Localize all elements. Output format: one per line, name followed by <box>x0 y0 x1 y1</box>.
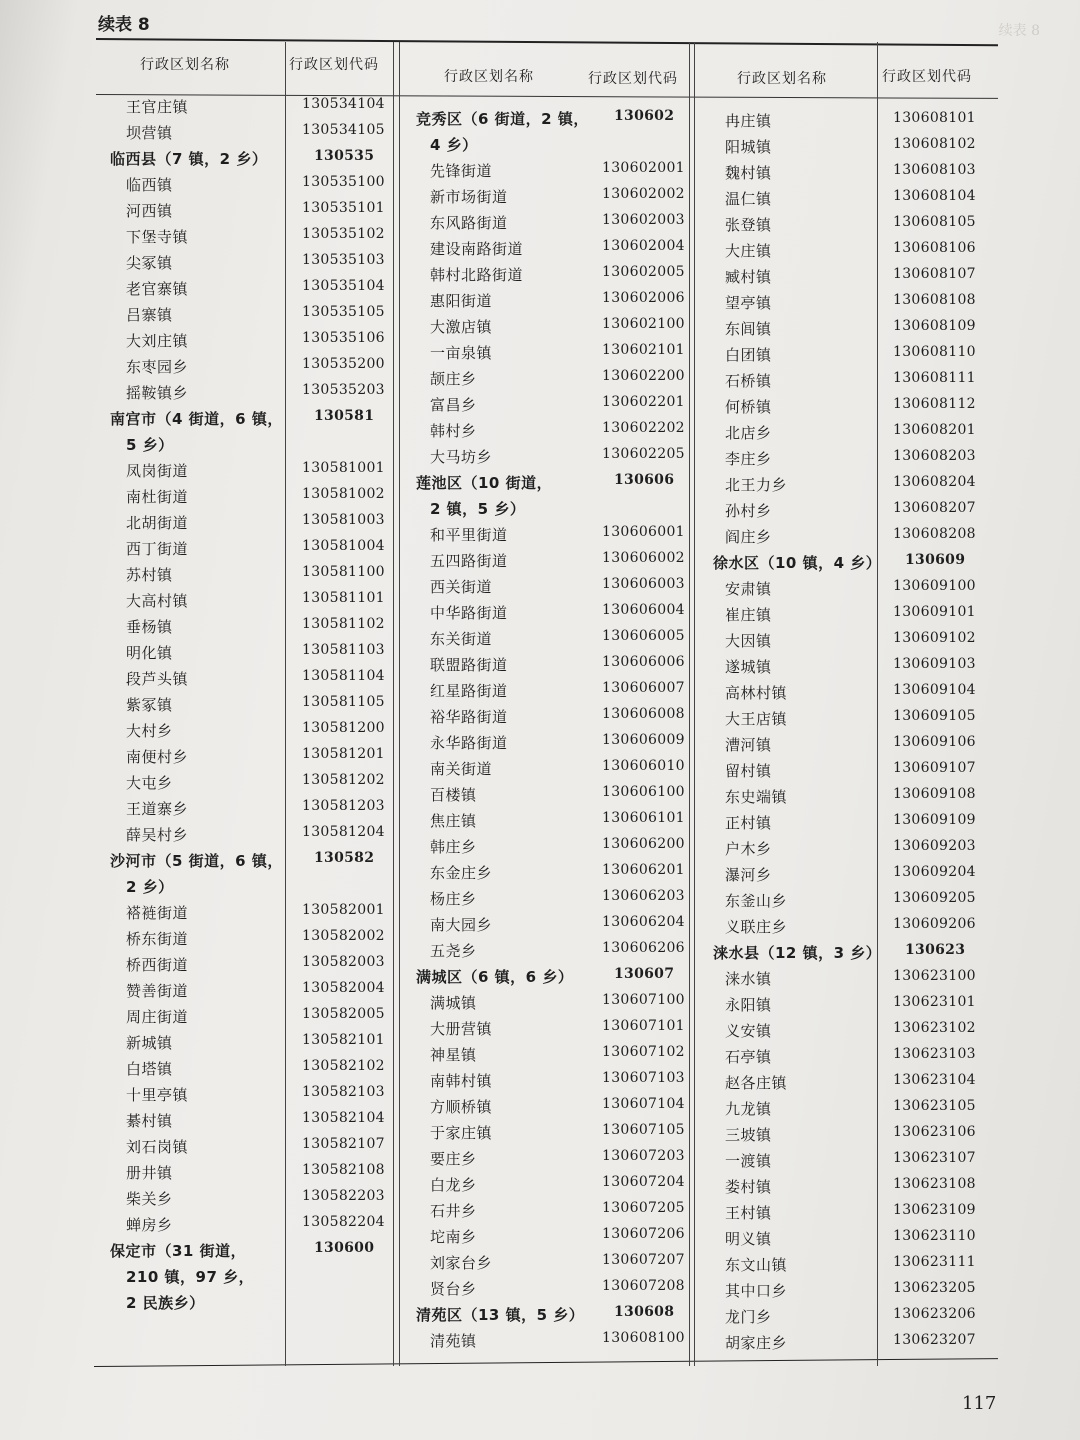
region-code: 130623206 <box>893 1306 976 1322</box>
region-code: 130535106 <box>302 330 385 346</box>
region-name: 北王力乡 <box>725 476 788 494</box>
header-name: 行政区划名称 <box>444 69 534 85</box>
region-code: 130535200 <box>302 356 385 372</box>
region-name: 一亩泉镇 <box>430 344 493 362</box>
region-name: 三坡镇 <box>725 1126 772 1144</box>
region-code: 130608 <box>614 1304 675 1320</box>
region-code: 130607102 <box>602 1044 685 1060</box>
region-name: 4 乡） <box>430 136 478 154</box>
column-divider <box>285 42 286 1366</box>
region-code: 130608109 <box>893 318 976 334</box>
region-code: 130607206 <box>602 1226 685 1242</box>
region-code: 130606203 <box>602 888 685 904</box>
region-name: 娄村镇 <box>725 1178 772 1196</box>
region-name: 2 民族乡） <box>126 1294 205 1312</box>
region-name: 联盟路街道 <box>430 656 508 674</box>
region-name: 周庄街道 <box>126 1008 189 1026</box>
region-name: 裕华路街道 <box>430 708 508 726</box>
region-name: 大激店镇 <box>430 318 493 336</box>
region-name: 焦庄镇 <box>430 812 477 830</box>
region-code: 130623103 <box>893 1046 976 1062</box>
region-code: 130606006 <box>602 654 685 670</box>
region-code: 130581204 <box>302 824 385 840</box>
region-code: 130581003 <box>302 512 385 528</box>
region-code: 130609108 <box>893 786 976 802</box>
region-code: 130608106 <box>893 240 976 256</box>
region-code: 130602200 <box>602 368 685 384</box>
region-name: 2 镇，5 乡） <box>430 500 526 518</box>
header-name: 行政区划名称 <box>140 57 230 73</box>
region-code: 130582204 <box>302 1214 385 1230</box>
region-name: 九龙镇 <box>725 1100 772 1118</box>
region-code: 130602003 <box>602 212 685 228</box>
region-code: 130535 <box>314 148 375 164</box>
region-name: 明化镇 <box>126 644 173 662</box>
region-name: 建设南路街道 <box>430 240 524 258</box>
region-code: 130602002 <box>602 186 685 202</box>
region-code: 130582104 <box>302 1110 385 1126</box>
region-name: 清苑区（13 镇，5 乡） <box>416 1306 585 1324</box>
region-name: 清苑镇 <box>430 1332 477 1350</box>
region-name: 方顺桥镇 <box>430 1098 493 1116</box>
region-name: 南杜街道 <box>126 488 189 506</box>
column-divider <box>399 42 400 1366</box>
region-name: 北胡街道 <box>126 514 189 532</box>
region-code: 130602 <box>614 108 675 124</box>
region-name: 坨南乡 <box>430 1228 477 1246</box>
region-name: 柴关乡 <box>126 1190 173 1208</box>
region-code: 130608110 <box>893 344 976 360</box>
region-name: 安肃镇 <box>725 580 772 598</box>
header-name: 行政区划名称 <box>737 71 827 87</box>
region-name: 龙门乡 <box>725 1308 772 1326</box>
region-code: 130535102 <box>302 226 385 242</box>
region-name: 明义镇 <box>725 1230 772 1248</box>
region-name: 中华路街道 <box>430 604 508 622</box>
region-name: 韩村乡 <box>430 422 477 440</box>
region-name: 和平里街道 <box>430 526 508 544</box>
column-divider <box>393 42 394 1366</box>
region-name: 留村镇 <box>725 762 772 780</box>
region-name: 永阳镇 <box>725 996 772 1014</box>
region-code: 130609109 <box>893 812 976 828</box>
region-code: 130607100 <box>602 992 685 1008</box>
region-code: 130609103 <box>893 656 976 672</box>
region-name: 西丁街道 <box>126 540 189 558</box>
region-name: 其中口乡 <box>725 1282 788 1300</box>
region-name: 东闾镇 <box>725 320 772 338</box>
region-code: 130608111 <box>893 370 976 386</box>
region-code: 130623205 <box>893 1280 976 1296</box>
region-code: 130581002 <box>302 486 385 502</box>
region-code: 130609204 <box>893 864 976 880</box>
region-code: 130582107 <box>302 1136 385 1152</box>
region-name: 东金庄乡 <box>430 864 493 882</box>
region-name: 保定市（31 街道， <box>110 1242 247 1260</box>
region-name: 石桥镇 <box>725 372 772 390</box>
region-code: 130606204 <box>602 914 685 930</box>
region-name: 高林村镇 <box>725 684 788 702</box>
region-code: 130606206 <box>602 940 685 956</box>
region-name: 正村镇 <box>725 814 772 832</box>
region-name: 西关街道 <box>430 578 493 596</box>
region-code: 130623107 <box>893 1150 976 1166</box>
region-code: 130600 <box>314 1240 375 1256</box>
region-name: 杨庄乡 <box>430 890 477 908</box>
region-name: 贤台乡 <box>430 1280 477 1298</box>
region-name: 温仁镇 <box>725 190 772 208</box>
region-code: 130609104 <box>893 682 976 698</box>
region-name: 大庄镇 <box>725 242 772 260</box>
region-code: 130602202 <box>602 420 685 436</box>
region-code: 130608101 <box>893 110 976 126</box>
region-code: 130582004 <box>302 980 385 996</box>
region-code: 130608207 <box>893 500 976 516</box>
region-name: 蝉房乡 <box>126 1216 173 1234</box>
region-code: 130602005 <box>602 264 685 280</box>
region-name: 义联庄乡 <box>725 918 788 936</box>
region-name: 王官庄镇 <box>126 98 189 116</box>
bleed-through-text: 续表 8 <box>998 23 1040 39</box>
region-name: 王道寨乡 <box>126 800 189 818</box>
region-name: 莲池区（10 街道， <box>416 474 553 492</box>
region-code: 130582001 <box>302 902 385 918</box>
region-name: 临西镇 <box>126 176 173 194</box>
region-name: 尖冢镇 <box>126 254 173 272</box>
region-name: 韩庄乡 <box>430 838 477 856</box>
region-name: 瀑河乡 <box>725 866 772 884</box>
region-name: 大马坊乡 <box>430 448 493 466</box>
region-name: 东史端镇 <box>725 788 788 806</box>
region-code: 130582101 <box>302 1032 385 1048</box>
region-name: 苏村镇 <box>126 566 173 584</box>
region-name: 户木乡 <box>725 840 772 858</box>
region-code: 130606004 <box>602 602 685 618</box>
region-name: 210 镇，97 乡， <box>126 1268 255 1286</box>
region-name: 胡家庄乡 <box>725 1334 788 1352</box>
table-top-rule <box>96 38 998 46</box>
header-code: 行政区划代码 <box>588 71 678 87</box>
region-name: 东关街道 <box>430 630 493 648</box>
region-name: 南韩村镇 <box>430 1072 493 1090</box>
region-code: 130582108 <box>302 1162 385 1178</box>
region-name: 大册营镇 <box>430 1020 493 1038</box>
region-code: 130581103 <box>302 642 385 658</box>
region-name: 5 乡） <box>126 436 174 454</box>
region-name: 五尧乡 <box>430 942 477 960</box>
region-code: 130608107 <box>893 266 976 282</box>
header-code: 行政区划代码 <box>289 57 379 73</box>
region-code: 130582103 <box>302 1084 385 1100</box>
region-code: 130607203 <box>602 1148 685 1164</box>
region-code: 130606007 <box>602 680 685 696</box>
region-code: 130607204 <box>602 1174 685 1190</box>
region-name: 遂城镇 <box>725 658 772 676</box>
region-name: 大高村镇 <box>126 592 189 610</box>
region-code: 130534104 <box>302 96 385 112</box>
region-code: 130609100 <box>893 578 976 594</box>
page-number: 117 <box>962 1393 997 1414</box>
region-code: 130582002 <box>302 928 385 944</box>
region-code: 130608204 <box>893 474 976 490</box>
region-code: 130582 <box>314 850 375 866</box>
region-name: 五四路街道 <box>430 552 508 570</box>
region-code: 130535100 <box>302 174 385 190</box>
region-code: 130581201 <box>302 746 385 762</box>
region-code: 130582203 <box>302 1188 385 1204</box>
region-name: 百楼镇 <box>430 786 477 804</box>
region-code: 130608100 <box>602 1330 685 1346</box>
region-code: 130602101 <box>602 342 685 358</box>
region-name: 颉庄乡 <box>430 370 477 388</box>
region-name: 桥西街道 <box>126 956 189 974</box>
region-code: 130606200 <box>602 836 685 852</box>
region-name: 褡裢街道 <box>126 904 189 922</box>
region-name: 紫冢镇 <box>126 696 173 714</box>
region-code: 130606 <box>614 472 675 488</box>
region-name: 要庄乡 <box>430 1150 477 1168</box>
region-name: 赞善街道 <box>126 982 189 1000</box>
region-name: 石井乡 <box>430 1202 477 1220</box>
region-name: 南关街道 <box>430 760 493 778</box>
region-code: 130623111 <box>893 1254 976 1270</box>
region-code: 130534105 <box>302 122 385 138</box>
region-code: 130609105 <box>893 708 976 724</box>
region-code: 130606003 <box>602 576 685 592</box>
region-code: 130623108 <box>893 1176 976 1192</box>
region-name: 崔庄镇 <box>725 606 772 624</box>
region-code: 130608104 <box>893 188 976 204</box>
column-divider <box>694 42 695 1366</box>
region-code: 130581004 <box>302 538 385 554</box>
region-code: 130608112 <box>893 396 976 412</box>
region-code: 130535104 <box>302 278 385 294</box>
region-code: 130602201 <box>602 394 685 410</box>
region-name: 东风路街道 <box>430 214 508 232</box>
region-name: 东文山镇 <box>725 1256 788 1274</box>
region-name: 魏村镇 <box>725 164 772 182</box>
region-name: 臧村镇 <box>725 268 772 286</box>
region-code: 130535203 <box>302 382 385 398</box>
region-code: 130609101 <box>893 604 976 620</box>
region-code: 130608201 <box>893 422 976 438</box>
region-code: 130535103 <box>302 252 385 268</box>
region-code: 130607105 <box>602 1122 685 1138</box>
region-code: 130606101 <box>602 810 685 826</box>
region-code: 130606009 <box>602 732 685 748</box>
region-name: 于家庄镇 <box>430 1124 493 1142</box>
region-code: 130581203 <box>302 798 385 814</box>
region-name: 北店乡 <box>725 424 772 442</box>
region-code: 130535101 <box>302 200 385 216</box>
region-name: 阳城镇 <box>725 138 772 156</box>
region-code: 130582005 <box>302 1006 385 1022</box>
region-name: 满城镇 <box>430 994 477 1012</box>
region-code: 130623101 <box>893 994 976 1010</box>
region-code: 130581200 <box>302 720 385 736</box>
region-name: 白龙乡 <box>430 1176 477 1194</box>
region-code: 130581104 <box>302 668 385 684</box>
region-name: 大屯乡 <box>126 774 173 792</box>
region-code: 130606201 <box>602 862 685 878</box>
region-name: 凤岗街道 <box>126 462 189 480</box>
region-name: 白塔镇 <box>126 1060 173 1078</box>
region-code: 130609206 <box>893 916 976 932</box>
region-code: 130581 <box>314 408 375 424</box>
region-name: 一渡镇 <box>725 1152 772 1170</box>
region-code: 130581102 <box>302 616 385 632</box>
region-name: 张登镇 <box>725 216 772 234</box>
region-name: 白团镇 <box>725 346 772 364</box>
region-name: 段芦头镇 <box>126 670 189 688</box>
region-code: 130608203 <box>893 448 976 464</box>
region-name: 石亭镇 <box>725 1048 772 1066</box>
region-name: 刘家台乡 <box>430 1254 493 1272</box>
region-code: 130607104 <box>602 1096 685 1112</box>
region-name: 东枣园乡 <box>126 358 189 376</box>
region-code: 130581101 <box>302 590 385 606</box>
region-code: 130606001 <box>602 524 685 540</box>
region-name: 南宫市（4 街道，6 镇， <box>110 410 283 428</box>
region-code: 130606005 <box>602 628 685 644</box>
region-name: 东釜山乡 <box>725 892 788 910</box>
region-code: 130623104 <box>893 1072 976 1088</box>
table-bottom-rule <box>94 1358 998 1367</box>
region-name: 刘石岗镇 <box>126 1138 189 1156</box>
region-name: 2 乡） <box>126 878 174 896</box>
region-code: 130581202 <box>302 772 385 788</box>
region-name: 阎庄乡 <box>725 528 772 546</box>
region-code: 130607101 <box>602 1018 685 1034</box>
region-name: 徐水区（10 镇，4 乡） <box>713 554 882 572</box>
region-code: 130623110 <box>893 1228 976 1244</box>
region-name: 竞秀区（6 街道，2 镇， <box>416 110 589 128</box>
region-name: 赵各庄镇 <box>725 1074 788 1092</box>
region-code: 130607 <box>614 966 675 982</box>
region-code: 130608102 <box>893 136 976 152</box>
region-name: 涞水镇 <box>725 970 772 988</box>
region-name: 河西镇 <box>126 202 173 220</box>
region-code: 130608208 <box>893 526 976 542</box>
region-name: 何桥镇 <box>725 398 772 416</box>
region-name: 红星路街道 <box>430 682 508 700</box>
region-code: 130609107 <box>893 760 976 776</box>
region-code: 130535105 <box>302 304 385 320</box>
region-name: 新城镇 <box>126 1034 173 1052</box>
region-name: 沙河市（5 街道，6 镇， <box>110 852 283 870</box>
region-code: 130609102 <box>893 630 976 646</box>
region-name: 永华路街道 <box>430 734 508 752</box>
region-name: 大刘庄镇 <box>126 332 189 350</box>
header-code: 行政区划代码 <box>882 69 972 85</box>
region-name: 王村镇 <box>725 1204 772 1222</box>
region-code: 130607207 <box>602 1252 685 1268</box>
table-header-rule <box>96 94 998 99</box>
column-divider <box>877 42 878 1366</box>
region-name: 大村乡 <box>126 722 173 740</box>
region-code: 130623106 <box>893 1124 976 1140</box>
region-name: 望亭镇 <box>725 294 772 312</box>
region-code: 130602100 <box>602 316 685 332</box>
region-code: 130581100 <box>302 564 385 580</box>
region-name: 富昌乡 <box>430 396 477 414</box>
region-code: 130609203 <box>893 838 976 854</box>
region-name: 惠阳街道 <box>430 292 493 310</box>
region-name: 临西县（7 镇，2 乡） <box>110 150 268 168</box>
region-name: 涞水县（12 镇，3 乡） <box>713 944 882 962</box>
region-name: 桥东街道 <box>126 930 189 948</box>
region-name: 新市场街道 <box>430 188 508 206</box>
region-name: 孙村乡 <box>725 502 772 520</box>
region-code: 130623102 <box>893 1020 976 1036</box>
region-code: 130602001 <box>602 160 685 176</box>
region-name: 坝营镇 <box>126 124 173 142</box>
column-divider <box>689 42 690 1366</box>
region-code: 130609 <box>905 552 966 568</box>
region-code: 130606100 <box>602 784 685 800</box>
region-code: 130607205 <box>602 1200 685 1216</box>
region-code: 130608105 <box>893 214 976 230</box>
region-code: 130581105 <box>302 694 385 710</box>
region-name: 冉庄镇 <box>725 112 772 130</box>
region-name: 韩村北路街道 <box>430 266 524 284</box>
region-code: 130606010 <box>602 758 685 774</box>
region-code: 130581001 <box>302 460 385 476</box>
region-name: 先锋街道 <box>430 162 493 180</box>
region-code: 130609106 <box>893 734 976 750</box>
region-code: 130606008 <box>602 706 685 722</box>
region-code: 130609205 <box>893 890 976 906</box>
region-name: 十里亭镇 <box>126 1086 189 1104</box>
region-name: 老官寨镇 <box>126 280 189 298</box>
region-name: 摇鞍镇乡 <box>126 384 189 402</box>
region-name: 大因镇 <box>725 632 772 650</box>
region-name: 垂杨镇 <box>126 618 173 636</box>
region-code: 130623207 <box>893 1332 976 1348</box>
region-code: 130608108 <box>893 292 976 308</box>
region-code: 130623109 <box>893 1202 976 1218</box>
region-name: 綦村镇 <box>126 1112 173 1130</box>
region-name: 神星镇 <box>430 1046 477 1064</box>
region-name: 李庄乡 <box>725 450 772 468</box>
region-code: 130608103 <box>893 162 976 178</box>
region-code: 130623100 <box>893 968 976 984</box>
region-code: 130602006 <box>602 290 685 306</box>
region-name: 吕寨镇 <box>126 306 173 324</box>
continuation-title: 续表 8 <box>98 15 150 35</box>
region-name: 义安镇 <box>725 1022 772 1040</box>
region-code: 130606002 <box>602 550 685 566</box>
region-code: 130582102 <box>302 1058 385 1074</box>
region-name: 南便村乡 <box>126 748 189 766</box>
region-name: 薛吴村乡 <box>126 826 189 844</box>
region-code: 130582003 <box>302 954 385 970</box>
region-name: 大王店镇 <box>725 710 788 728</box>
region-name: 漕河镇 <box>725 736 772 754</box>
region-name: 南大园乡 <box>430 916 493 934</box>
region-code: 130607103 <box>602 1070 685 1086</box>
region-name: 册井镇 <box>126 1164 173 1182</box>
region-code: 130623 <box>905 942 966 958</box>
region-name: 满城区（6 镇，6 乡） <box>416 968 574 986</box>
region-name: 下堡寺镇 <box>126 228 189 246</box>
region-code: 130602004 <box>602 238 685 254</box>
region-code: 130607208 <box>602 1278 685 1294</box>
region-code: 130602205 <box>602 446 685 462</box>
region-code: 130623105 <box>893 1098 976 1114</box>
